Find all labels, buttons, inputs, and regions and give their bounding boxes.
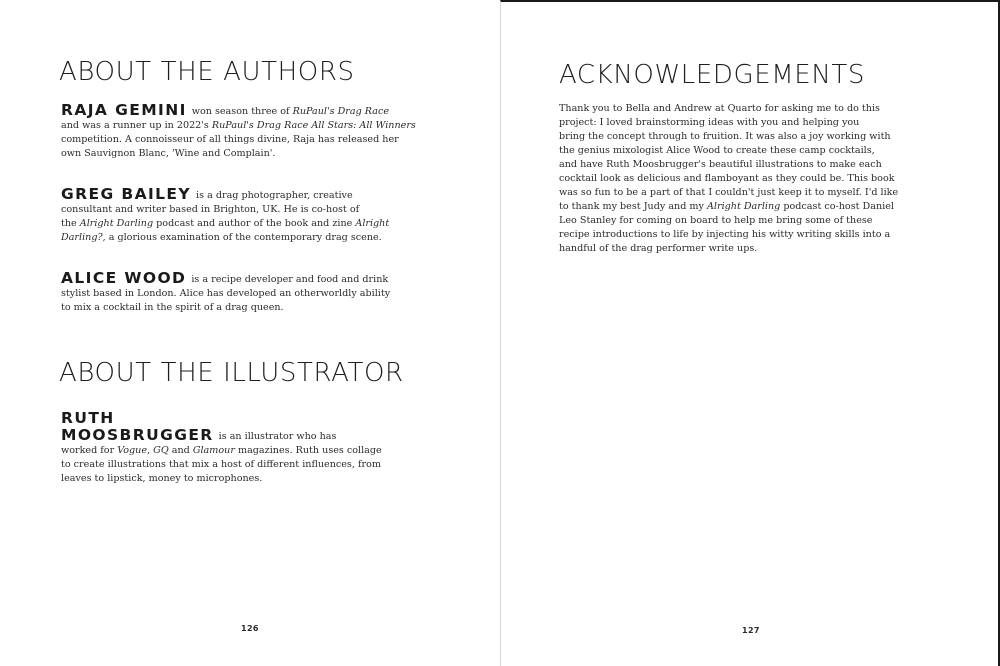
text-run: stylist based in London. Alice has developed an otherworldly ability xyxy=(61,288,391,299)
right-page xyxy=(500,0,1000,666)
text-run: is an illustrator who has xyxy=(218,431,337,442)
text-run: project: I loved brainstorming ideas with you and helping you xyxy=(559,117,860,128)
italic-title: Alright Darling xyxy=(79,218,154,229)
acknowledgements-body xyxy=(559,103,899,256)
text-run: the xyxy=(61,218,80,229)
text-line xyxy=(559,172,895,186)
text-run: was so fun to be a part of that I couldn't just keep it to myself. I'd like xyxy=(559,187,899,198)
text-line xyxy=(191,274,388,285)
text-run: , a glorious examination of the contemporary drag scene. xyxy=(102,232,382,243)
text-line xyxy=(559,200,894,214)
page-number: 127 xyxy=(742,626,760,635)
text-run: leaves to lipstick, money to microphones. xyxy=(61,473,263,484)
text-line xyxy=(61,203,391,217)
author-name: RAJA GEMINI xyxy=(61,101,187,119)
text-line xyxy=(61,119,416,133)
italic-title: Darling? xyxy=(61,232,103,243)
italic-title: Alright Darling xyxy=(706,201,781,212)
text-line xyxy=(61,472,391,486)
text-run: is a drag photographer, creative xyxy=(196,190,353,201)
text-run: handful of the drag performer write ups. xyxy=(559,243,758,254)
text-line xyxy=(219,431,337,442)
text-run: and have Ruth Moosbrugger's beautiful illustrations to make each xyxy=(559,159,882,170)
author-name: ALICE WOOD xyxy=(61,269,187,287)
page-number: 126 xyxy=(241,624,259,633)
illustrator-name: RUTH MOOSBRUGGER xyxy=(61,409,214,444)
text-line xyxy=(559,103,880,114)
text-run: and xyxy=(168,445,193,456)
text-run: and was a runner up in 2022's xyxy=(61,120,212,131)
text-line xyxy=(61,301,391,315)
text-run: to thank my best Judy and my xyxy=(559,201,707,212)
italic-title: Vogue xyxy=(117,445,148,456)
text-run: , xyxy=(147,445,154,456)
text-run: the genius mixologist Alice Wood to create these camp cocktails, xyxy=(559,145,875,156)
illustrator-bio-ruth-moosbrugger xyxy=(61,410,391,486)
text-run: Thank you to Bella and Andrew at Quarto for asking me to do this xyxy=(559,103,880,114)
author-bio-alice-wood xyxy=(61,270,391,315)
text-run: podcast and author of the book and zine xyxy=(153,218,356,229)
text-line xyxy=(61,217,391,231)
italic-title: GQ xyxy=(153,445,169,456)
author-name: GREG BAILEY xyxy=(61,185,192,203)
acknowledgements-text xyxy=(559,102,899,256)
text-line xyxy=(559,116,877,130)
text-line xyxy=(61,231,391,245)
illustrator-heading: ABOUT THE ILLUSTRATOR xyxy=(59,358,404,388)
text-run: won season three of xyxy=(191,106,293,117)
acknowledgements-heading: ACKNOWLEDGEMENTS xyxy=(559,60,865,90)
text-line xyxy=(559,130,891,144)
text-line xyxy=(559,144,877,158)
text-run: worked for xyxy=(61,445,118,456)
text-run: Leo Stanley for coming on board to help me bring some of these xyxy=(559,215,873,226)
authors-heading: ABOUT THE AUTHORS xyxy=(59,57,355,87)
text-line xyxy=(192,106,389,117)
text-line xyxy=(61,444,391,458)
author-bio-raja-gemini xyxy=(61,101,416,161)
text-run: is a recipe developer and food and drink xyxy=(191,274,389,285)
text-line xyxy=(61,458,391,472)
text-run: cocktail look as delicious and flamboyant as they could be. This book xyxy=(559,173,895,184)
italic-title: RuPaul's Drag Race All Stars: All Winners xyxy=(211,120,416,131)
text-run: podcast co-host Daniel xyxy=(780,201,894,212)
text-line xyxy=(559,186,899,200)
text-line xyxy=(61,133,399,147)
text-line xyxy=(559,214,877,228)
author-bio-greg-bailey xyxy=(61,186,391,245)
text-run: recipe introductions to life by injecting his witty writing skills into a xyxy=(559,229,891,240)
italic-title: RuPaul's Drag Race xyxy=(292,106,390,117)
text-line xyxy=(559,228,891,242)
text-run: consultant and writer based in Brighton, UK. He is co-host of xyxy=(61,204,360,215)
text-line xyxy=(61,287,391,301)
text-run: bring the concept through to fruition. It was also a joy working with xyxy=(559,131,891,142)
text-run: to create illustrations that mix a host of different influences, from xyxy=(61,459,381,470)
italic-title: Alright xyxy=(355,218,390,229)
text-line xyxy=(559,158,882,172)
text-run: magazines. Ruth uses collage xyxy=(234,445,382,456)
text-line xyxy=(196,190,353,201)
text-line xyxy=(61,147,391,161)
text-line xyxy=(559,242,877,256)
text-run: own Sauvignon Blanc, 'Wine and Complain'. xyxy=(61,148,276,159)
italic-title: Glamour xyxy=(192,445,235,456)
text-run: competition. A connoisseur of all things divine, Raja has released her xyxy=(61,134,399,145)
text-run: to mix a cocktail in the spirit of a drag queen. xyxy=(61,302,284,313)
